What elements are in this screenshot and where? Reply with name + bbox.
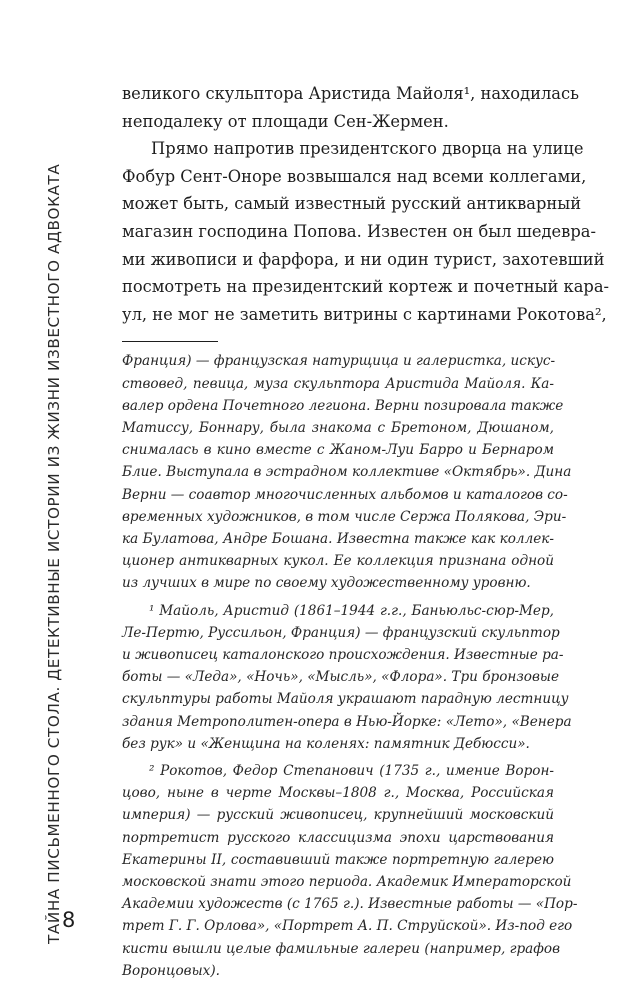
footnote-1 <box>122 600 572 755</box>
footnote-line: из лучших в мире по своему художественному уровню. <box>122 575 531 592</box>
footnote-line: ционер антикварных кукол. Ее коллекция признана одной <box>122 553 554 570</box>
footnote-line: без рук» и «Женщина на коленях: памятник Дебюсси». <box>122 735 530 752</box>
footnote-line: Матиссу, Боннару, была знакома с Бретоном, Дюшаном, <box>122 419 554 436</box>
footnote-line: временных художников, в том числе Сержа Полякова, Эри- <box>122 508 567 525</box>
footnote-separator <box>122 341 218 342</box>
text-line: посмотреть на президентский кортеж и почетный кара- <box>122 277 610 297</box>
footnote-line: империя) — русский живописец, крупнейший московский <box>122 807 554 824</box>
footnote-line: портретист русского классицизма эпохи царствования <box>122 829 554 846</box>
footnote-line: ² Рокотов, Федор Степанович (1735 г., имение Ворон- <box>149 763 554 779</box>
footnote-line: ¹ Майоль, Аристид (1861–1944 г.г., Баньюльс-сюр-Мер, <box>149 602 554 619</box>
footnote-line: здания Метрополитен-опера в Нью-Йорке: «Лето», «Венера <box>122 713 572 730</box>
footnote-line: Франция) — французская натурщица и галеристка, искус- <box>122 353 556 370</box>
footnote-line: Блие. Выступала в эстрадном коллективе «Октябрь». Дина <box>122 464 572 481</box>
footnote-line: ка Булатова, Андре Бошана. Известна также как коллек- <box>122 530 554 547</box>
footnote-line: скульптуры работы Майоля украшают парадную лестницу <box>122 691 569 708</box>
text-line: может быть, самый известный русский антикварный <box>122 194 582 214</box>
footnote-line: Екатерины II, составивший также портретную галерею <box>122 851 554 868</box>
footnote-line: Академии художеств (с 1765 г.). Известные работы — «Пор- <box>122 896 578 913</box>
footnote-2 <box>122 760 578 982</box>
footnote-line: боты — «Леда», «Ночь», «Мысль», «Флора». Три бронзовые <box>122 669 559 686</box>
footnote-line: и живописец каталонского происхождения. Известные ра- <box>122 646 564 663</box>
footnote-line: Верни — соавтор многочисленных альбомов и каталогов со- <box>122 486 568 503</box>
text-line: великого скульптора Аристида Майоля¹, находилась <box>122 84 579 103</box>
text-line: ми живописи и фарфора, и ни один турист, захотевший <box>122 249 605 269</box>
page-number: 8 <box>62 908 76 932</box>
text-column <box>122 80 610 987</box>
footnote-line: валер ордена Почетного легиона. Верни позировала также <box>122 397 564 414</box>
text-line: магазин господина Попова. Известен он был шедевра- <box>122 221 596 241</box>
footnotes <box>122 350 578 982</box>
main-text <box>122 80 610 328</box>
running-head: ТАЙНА ПИСЬМЕННОГО СТОЛА. ДЕТЕКТИВНЫЕ ИСТОРИИ ИЗ ЖИЗНИ ИЗВЕСТНОГО АДВОКАТА <box>45 163 63 944</box>
footnote-line: трет Г. Г. Орлова», «Портрет А. П. Струйской». Из-под его <box>122 918 573 935</box>
text-line: Фобур Сент-Оноре возвышался над всеми коллегами, <box>122 166 587 186</box>
paragraph-2 <box>122 135 610 328</box>
text-line: неподалеку от площади Сен-Жермен. <box>122 111 449 131</box>
footnote-line: кисти вышли целые фамильные галереи (например, графов <box>122 940 561 957</box>
footnote-line: московской знати этого периода. Академик Императорской <box>122 874 572 891</box>
footnote-line: цово, ныне в черте Москвы–1808 г., Москва, Российская <box>122 785 554 802</box>
text-line: Прямо напротив президентского дворца на улице <box>151 139 584 159</box>
footnote-continued <box>122 350 572 594</box>
footnote-line: снималась в кино вместе с Жаном-Луи Барро и Бернаром <box>122 442 554 459</box>
text-line: ул, не мог не заметить витрины с картинами Рокотова², <box>122 304 607 324</box>
paragraph-1 <box>122 80 579 135</box>
footnote-line: Воронцовых). <box>122 962 220 979</box>
footnote-line: ствовед, певица, муза скульптора Аристида Майоля. Ка- <box>122 375 554 392</box>
footnote-line: Ле-Пертю, Руссильон, Франция) — французский скульптор <box>122 624 560 641</box>
